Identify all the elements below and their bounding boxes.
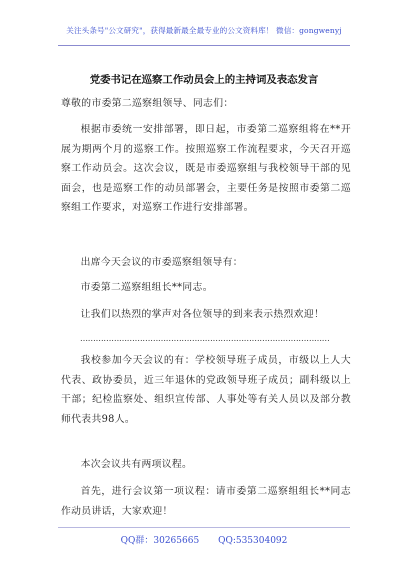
document-title: 党委书记在巡察工作动员会上的主持词及表态发言 [89,74,319,86]
footer-qq-number: QQ:535304092 [218,536,288,546]
footer-divider [58,527,350,528]
header-promo-note: 关注头条号"公文研究"，获得最新最全最专业的公文资料库！ 微信：gongwenyj [66,26,342,35]
paragraph-attendees: 我校参加今天会议的有：学校领导班子成员，市级以上人大代表、政协委员，近三年退休的党政领导班子成员；副科级以上干部；纪检监察处、组织宣传部、人事处等有关人员以及部分教师代表共98人。 [61,355,351,425]
ellipsis-separator: …………………………………………………………………………………… [80,334,330,343]
footer-qq-group: QQ群：30265665 [120,536,200,546]
paragraph-group-leader: 市委第二巡察组组长**同志。 [80,282,213,293]
paragraph-welcome: 让我们以热烈的掌声对各位领导的到来表示热烈欢迎！ [80,309,325,320]
paragraph-agenda-count: 本次会议共有两项议程。 [80,459,193,470]
paragraph-attending-leaders: 出席今天会议的市委巡察组领导有： [80,257,243,268]
header-divider [58,45,350,46]
salutation: 尊敬的市委第二巡察组领导、同志们： [61,98,234,109]
paragraph-arrangement: 根据市委统一安排部署，即日起，市委第二巡察组将在**开展为期两个月的巡察工作。按照巡察工作流程要求，今天召开巡察工作动员会。这次会议，既是市委巡察组与我校领导干部的见面会，也是巡察工作的动员部署会，主要任务是按照市委第二巡察组工作要求，对巡察工作进行安排部署。 [61,124,351,214]
paragraph-first-agenda: 首先，进行会议第一项议程：请市委第二巡察组组长**同志作动员讲话，大家欢迎！ [61,486,351,517]
footer-contact [0,533,408,546]
